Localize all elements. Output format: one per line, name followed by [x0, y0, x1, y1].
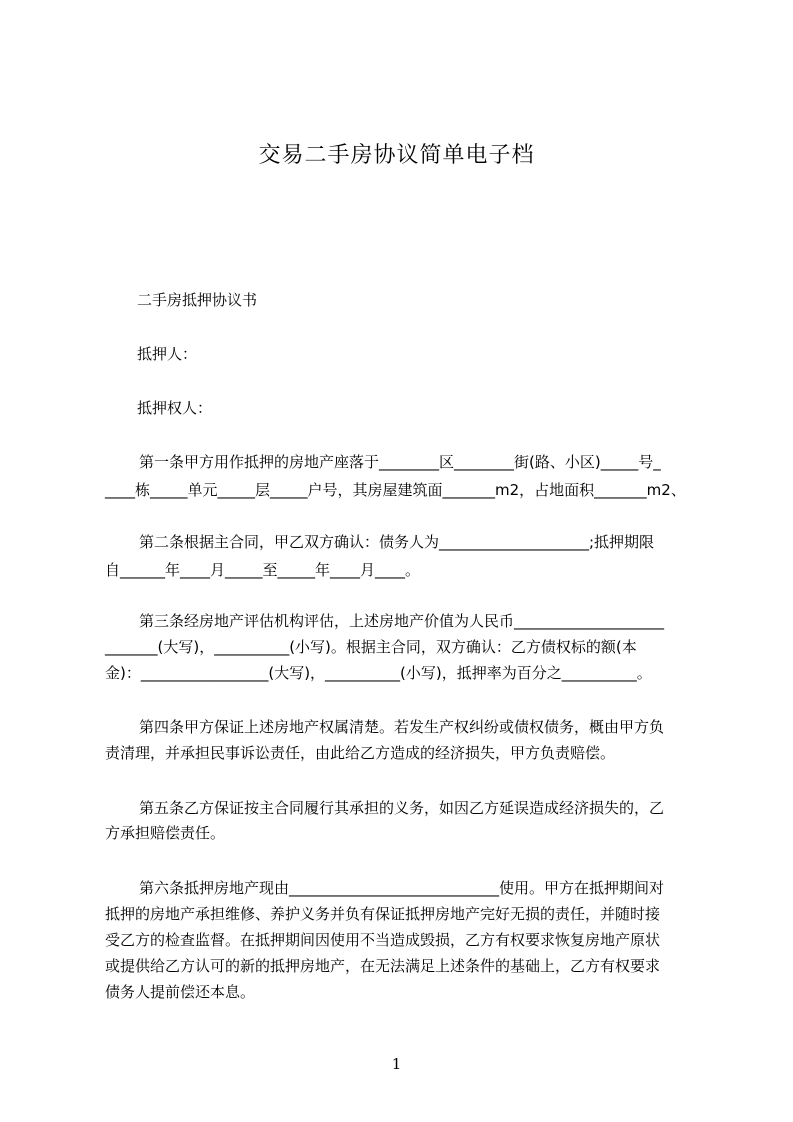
article2-line1: 第二条根据主合同，甲乙双方确认：债务人为____________________;抵押期限 — [139, 533, 655, 551]
article1-line2: ____栋_____单元_____层_____户号，其房屋建筑面_______m2，占地面积_______m2、 — [105, 481, 686, 499]
mortgagor-label: 抵押人： — [137, 345, 198, 363]
mortgagee-label: 抵押权人： — [137, 399, 213, 417]
article5-line1: 第五条乙方保证按主合同履行其承担的义务，如因乙方延误造成经济损失的，乙 — [139, 799, 665, 817]
article3-line3: 金)：_________________(大写)，__________(小写)，抵押率为百分之__________。 — [105, 664, 652, 682]
article4-line1: 第四条甲方保证上述房地产权属清楚。若发生产权纠纷或债权债务，概由甲方负 — [139, 718, 665, 736]
article3-line2: _______(大写)，__________(小写)。根据主合同，双方确认：乙方债权标的额(本 — [105, 638, 637, 656]
agreement-heading: 二手房抵押协议书 — [137, 291, 258, 309]
article1-line1: 第一条甲方用作抵押的房地产座落于________区________街(路、小区)_____号_ — [139, 453, 661, 471]
article4-line2: 责清理，并承担民事诉讼责任，由此给乙方造成的经济损失，甲方负责赔偿。 — [105, 744, 616, 762]
article6-line3: 受乙方的检查监督。在抵押期间因使用不当造成毁损，乙方有权要求恢复房地产原状 — [105, 931, 661, 949]
article6-line5: 债务人提前偿还本息。 — [105, 983, 256, 1001]
article2-line2: 自______年____月_____至_____年____月____。 — [105, 561, 421, 579]
article3-line1: 第三条经房地产评估机构评估，上述房地产价值为人民币____________________ — [139, 612, 665, 630]
page-number: 1 — [391, 1055, 402, 1073]
article5-line2: 方承担赔偿责任。 — [105, 824, 226, 842]
article6-line1: 第六条抵押房地产现由____________________________使用。甲方在抵押期间对 — [139, 879, 665, 897]
document-title: 交易二手房协议简单电子档 — [258, 143, 535, 168]
article6-line2: 抵押的房地产承担维修、养护义务并负有保证抵押房地产完好无损的责任，并随时接 — [105, 905, 661, 923]
article6-line4: 或提供给乙方认可的新的抵押房地产，在无法满足上述条件的基础上，乙方有权要求 — [105, 957, 661, 975]
